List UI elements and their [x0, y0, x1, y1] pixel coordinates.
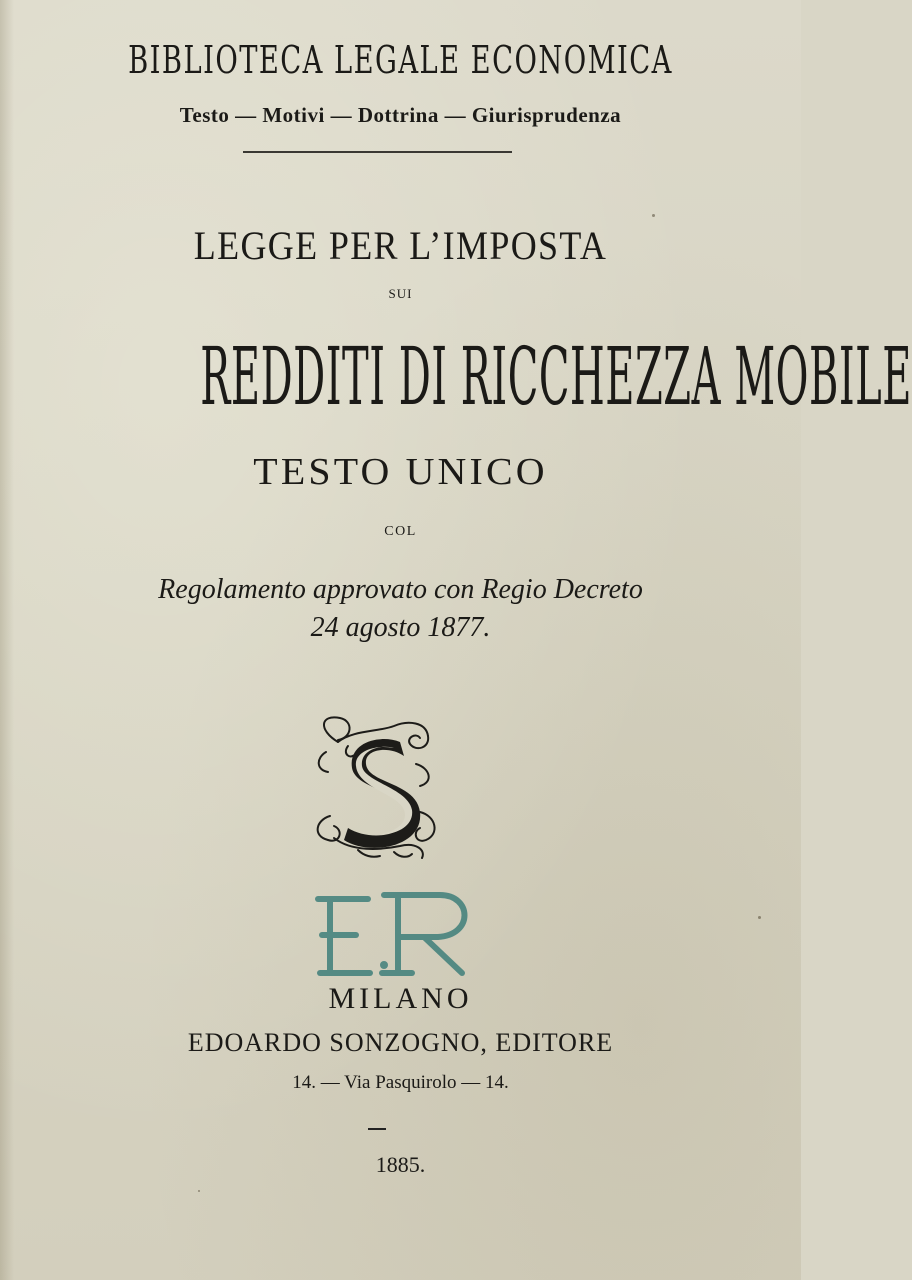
paper-speck — [198, 1190, 200, 1192]
law-title: LEGGE PER L’IMPOSTA — [193, 223, 608, 268]
series-subtitle: Testo — Motivi — Dottrina — Giurisprudenza — [179, 103, 622, 127]
regulation-line-1: Regolamento approvato con Regio Decreto — [158, 574, 643, 605]
series-title: BIBLIOTECA LEGALE ECONOMICA — [128, 38, 673, 82]
owner-stamp-er — [312, 885, 512, 985]
paper-speck — [758, 916, 761, 919]
connector-sui: SUI — [388, 286, 413, 301]
publication-year: 1885. — [375, 1152, 426, 1177]
divider-rule — [243, 151, 512, 153]
main-title: REDDITI DI RICCHEZZA MOBILE — [200, 330, 912, 423]
connector-col: COL — [384, 524, 417, 539]
publisher-address: 14. — Via Pasquirolo — 14. — [292, 1072, 509, 1093]
regulation-line-2: 24 agosto 1877. — [310, 612, 491, 643]
ornamental-monogram-icon — [308, 712, 448, 862]
edition-label: TESTO UNICO — [253, 451, 548, 493]
publisher-name: EDOARDO SONZOGNO, EDITORE — [187, 1028, 614, 1057]
place-of-publication: MILANO — [328, 982, 473, 1015]
paper-speck — [652, 214, 655, 217]
separator-dash — [368, 1128, 386, 1130]
